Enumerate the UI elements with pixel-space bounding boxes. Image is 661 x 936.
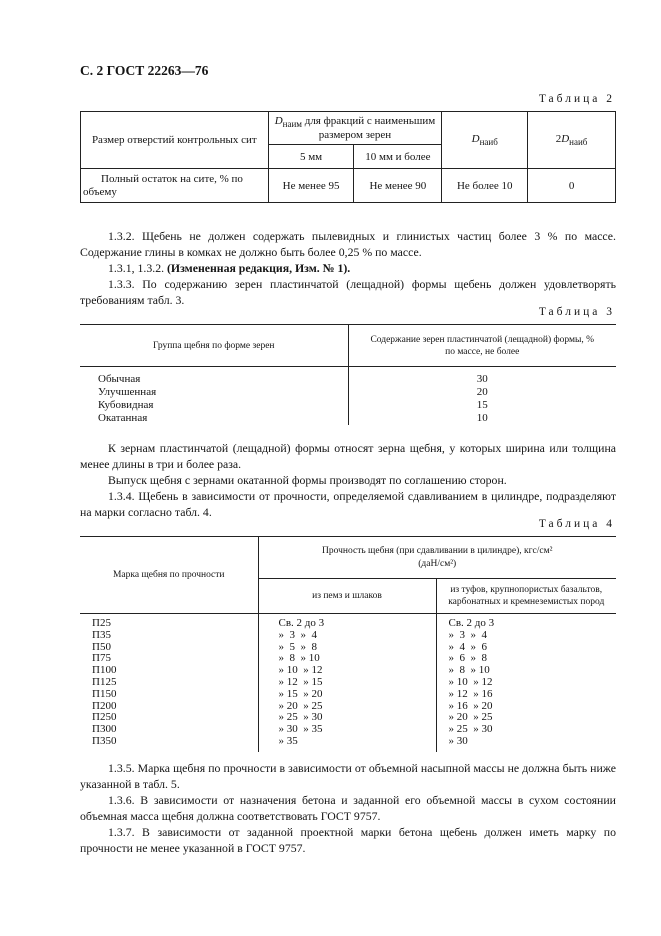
table4-mark: П250 — [92, 711, 117, 724]
table4-tuf-range: » 20 » 25 — [448, 711, 493, 724]
para-1-3-5: 1.3.5. Марка щебня по прочности в зависимости от объемной насыпной массы не должна быть ниже указанной в табл. 5. — [80, 761, 616, 791]
table-4 — [80, 536, 616, 752]
table4-tuf-range: » 4 » 6 — [448, 640, 487, 653]
table4-pemz-range: » 25 » 30 — [278, 711, 323, 724]
table4-marks-column — [80, 614, 258, 752]
table3-group: Улучшенная — [98, 386, 157, 398]
table-3 — [80, 324, 616, 425]
table4-tuf-range: » 8 » 10 — [448, 664, 490, 677]
table4-pemz-range: » 8 » 10 — [278, 652, 320, 665]
para-plastinchatye: К зернам пластинчатой (лещадной) формы относят зерна щебня, у которых ширина или толщина менее длины в три и более раза. — [80, 441, 616, 471]
table2-col-10mm: 10 мм и более — [354, 145, 442, 169]
table2-col-5mm: 5 мм — [268, 145, 354, 169]
table2-row-label: Полный остаток на сите, % по объему — [81, 169, 269, 203]
table4-pemz-range: » 3 » 4 — [278, 628, 317, 641]
table2-2dnaib-header: $2D_{наиб}$ — [528, 112, 616, 169]
table4-col1-header: Марка щебня по прочности — [80, 537, 258, 614]
table4-mark: П25 — [92, 617, 111, 629]
para-1-3-3: 1.3.3. По содержанию зерен пластинчатой (лещадной) формы щебень должен удовлетворять требованиям табл. 3. — [80, 277, 616, 307]
para-okatannye: Выпуск щебня с зернами окатанной формы производят по соглашению сторон. — [108, 473, 507, 487]
table4-tuf-range: Св. 2 до 3 — [448, 617, 495, 629]
table3-col2-header: Содержание зерен пластинчатой (лещадной) формы, % по массе, не более — [348, 325, 616, 367]
table4-pemz-column — [258, 614, 436, 752]
para-1-3-6: 1.3.6. В зависимости от назначения бетона и заданной его объемной массы в сухом состоянии объемная масса щебня должна соответствовать ГОСТ 9757. — [80, 793, 616, 823]
table3-group: Обычная — [98, 373, 141, 385]
table4-mark: П50 — [92, 640, 111, 653]
table4-mark: П150 — [92, 687, 117, 700]
table4-tuf-range: » 30 — [448, 734, 468, 747]
table2-dnaib-header: $D_{наиб}$ — [442, 112, 528, 169]
table4-tuf-range: » 3 » 4 — [448, 628, 487, 641]
para-1-3-4: 1.3.4. Щебень в зависимости от прочности, определяемой сдавливанием в цилиндре, подразделяют на марки согласно табл. 4. — [80, 489, 616, 519]
table4-mark: П125 — [92, 675, 117, 688]
table4-pemz-range: » 15 » 20 — [278, 687, 323, 700]
table2-value: Не менее 90 — [354, 169, 442, 203]
table4-tuf-range: » 16 » 20 — [448, 699, 493, 712]
table4-pemz-range: » 10 » 12 — [278, 664, 323, 677]
table2-caption: Таблица 2 — [538, 93, 615, 105]
table3-col1-header: Группа щебня по форме зерен — [152, 340, 275, 351]
table3-value: 30 — [348, 373, 616, 386]
table4-sub1-header: из пемз и шлаков — [258, 579, 436, 614]
table4-tuf-range: » 25 » 30 — [448, 723, 493, 736]
table-2 — [80, 111, 616, 203]
para-edit-note: 1.3.1, 1.3.2. (Измененная редакция, Изм. № 1). — [108, 261, 351, 275]
table4-sub2-header: из туфов, крупнопористых базальтов, карбонатных и кремнеземистых пород — [436, 579, 616, 614]
table4-mark: П300 — [92, 723, 117, 736]
table4-tuf-column — [436, 614, 616, 752]
table3-group: Окатанная — [98, 412, 148, 424]
table4-pemz-range: » 5 » 8 — [278, 640, 317, 653]
table4-mark: П35 — [92, 628, 111, 641]
para-1-3-2: 1.3.2. Щебень не должен содержать пылевидных и глинистых частиц более 3 % по массе. Содержание глины в комках не должно быть более 0,25 % по массе. — [80, 229, 616, 259]
table3-caption: Таблица 3 — [538, 306, 615, 318]
table4-caption: Таблица 4 — [538, 518, 615, 530]
table4-mark: П100 — [92, 664, 117, 677]
page-header: С. 2 ГОСТ 22263—76 — [80, 63, 209, 78]
table2-value: 0 — [528, 169, 616, 203]
table2-value: Не более 10 — [442, 169, 528, 203]
table4-tuf-range: » 6 » 8 — [448, 652, 487, 665]
table4-group-header: Прочность щебня (при сдавливании в цилиндре), кгс/см² (даН/см²) — [258, 537, 616, 579]
table4-mark: П75 — [92, 652, 111, 665]
table3-value: 15 — [348, 399, 616, 412]
table4-pemz-range: » 35 — [278, 734, 298, 747]
table3-value: 10 — [348, 412, 616, 425]
table4-mark: П200 — [92, 699, 117, 712]
table2-value: Не менее 95 — [268, 169, 354, 203]
table4-pemz-range: » 20 » 25 — [278, 699, 323, 712]
table3-value: 20 — [348, 386, 616, 399]
table3-group: Кубовидная — [98, 399, 154, 411]
table4-pemz-range: Св. 2 до 3 — [278, 617, 325, 629]
table4-tuf-range: » 10 » 12 — [448, 675, 493, 688]
para-1-3-7: 1.3.7. В зависимости от заданной проектной марки бетона щебень должен иметь марку по прочности не менее указанной в ГОСТ 9757. — [80, 825, 616, 855]
table4-tuf-range: » 12 » 16 — [448, 687, 493, 700]
table2-row-header: Размер отверстий контрольных сит — [81, 112, 269, 169]
table4-mark: П350 — [92, 734, 117, 747]
table4-pemz-range: » 30 » 35 — [278, 723, 323, 736]
table2-dnaim-group: $D_{наим}$ для фракций с наименьшим размером зерен — [268, 112, 442, 145]
table4-pemz-range: » 12 » 15 — [278, 675, 323, 688]
